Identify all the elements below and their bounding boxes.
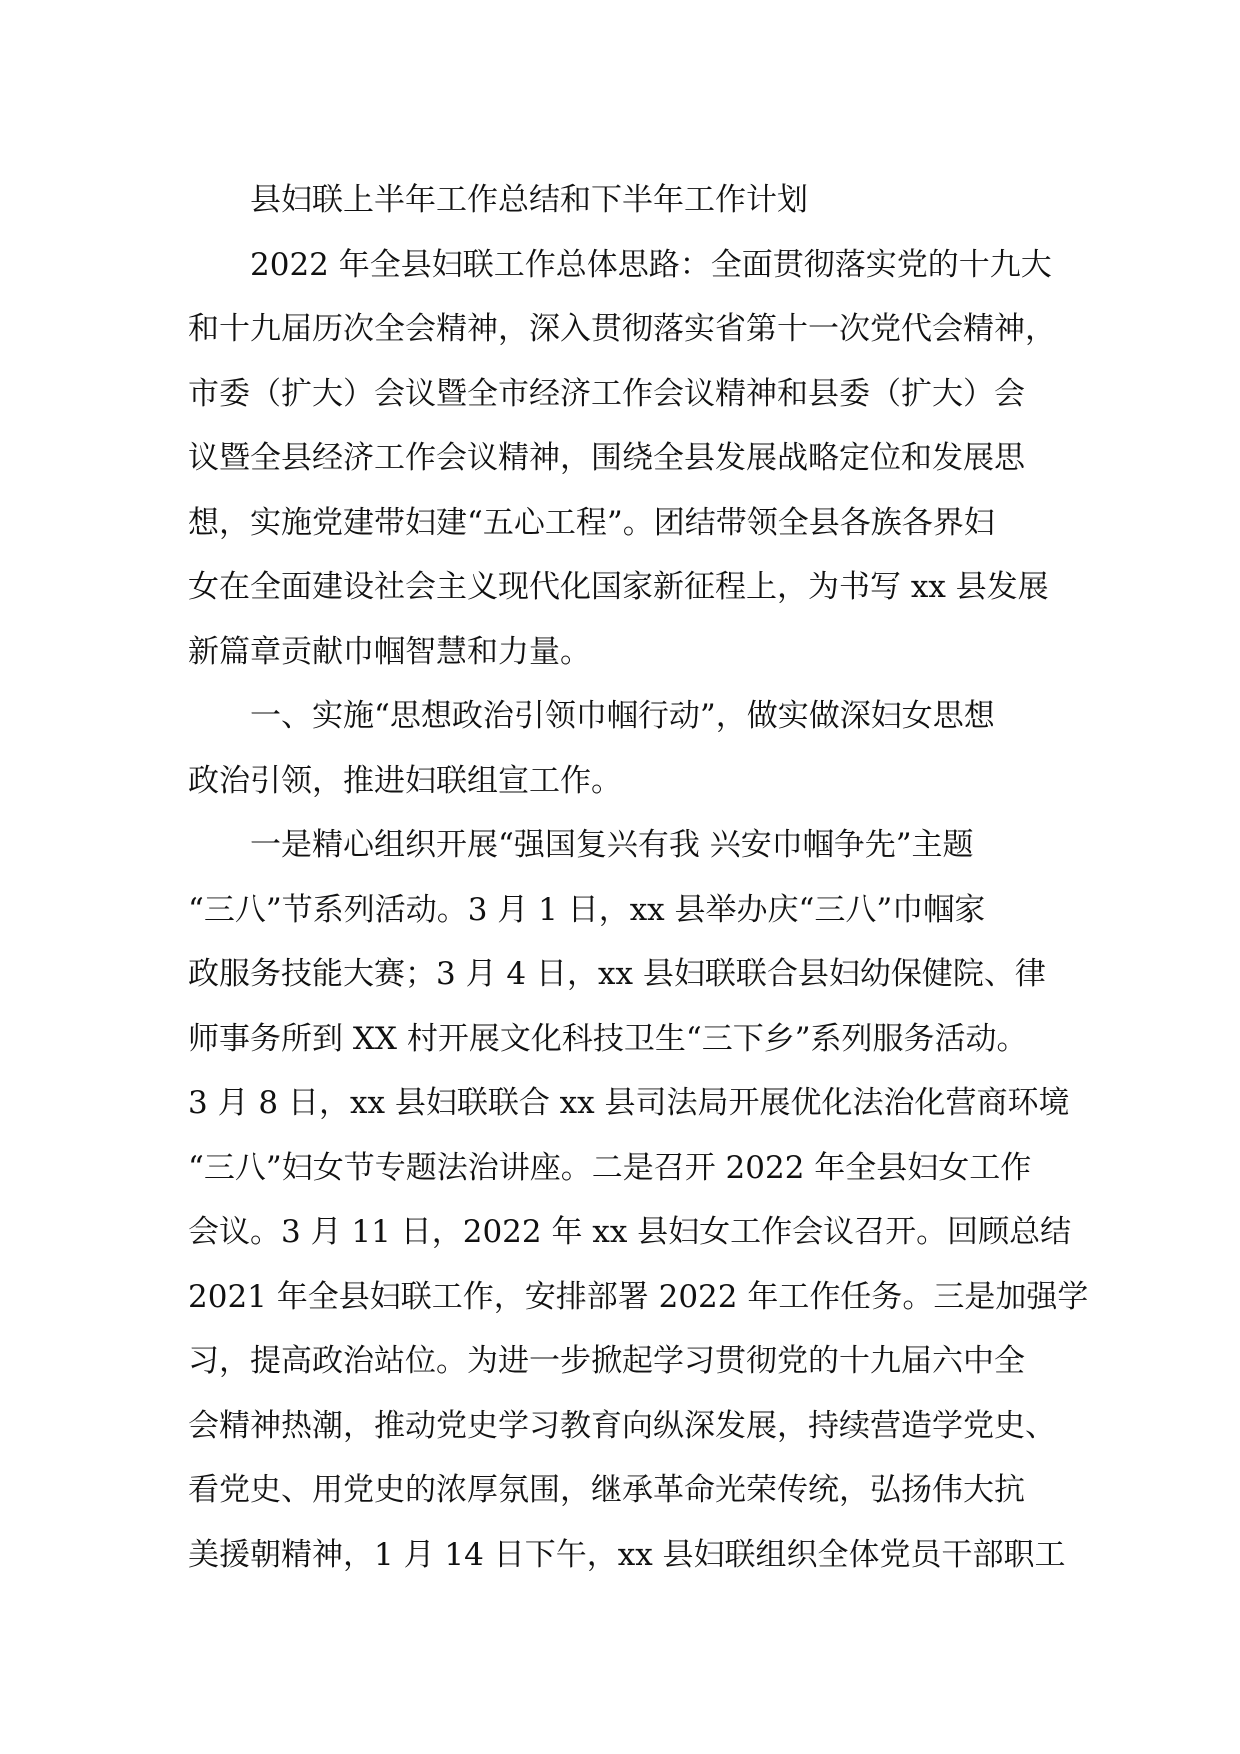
paragraph-line: “三八”妇女节专题法治讲座。二是召开 2022 年全县妇女工作 <box>188 1149 1032 1186</box>
section-heading-line: 一、实施“思想政治引领巾帼行动”，做实做深妇女思想 <box>250 698 995 734</box>
paragraph-line: 新篇章贡献巾帼智慧和力量。 <box>188 633 591 670</box>
paragraph-line: 看党史、用党史的浓厚氛围，继承革命光荣传统，弘扬伟大抗 <box>188 1472 1025 1508</box>
paragraph-line: 市委（扩大）会议暨全市经济工作会议精神和县委（扩大）会 <box>188 375 1025 412</box>
paragraph-line: 一是精心组织开展“强国复兴有我 兴安巾帼争先”主题 <box>250 827 974 863</box>
paragraph-line: 会精神热潮，推动党史学习教育向纵深发展，持续营造学党史、 <box>188 1407 1056 1444</box>
section-heading-one <box>188 684 1088 813</box>
paragraph-line: 美援朝精神，1 月 14 日下午，xx 县妇联组织全体党员干部职工 <box>188 1536 1066 1573</box>
paragraph-line: 习，提高政治站位。为进一步掀起学习贯彻党的十九届六中全 <box>188 1343 1025 1379</box>
paragraph-line: 2022 年全县妇联工作总体思路：全面贯彻落实党的十九大 <box>250 246 1052 283</box>
paragraph-line: 政服务技能大赛；3 月 4 日，xx 县妇联联合县妇幼保健院、律 <box>188 956 1046 992</box>
section-heading-line: 政治引领，推进妇联组宣工作。 <box>188 762 622 799</box>
paragraph-line: 师事务所到 XX 村开展文化科技卫生“三下乡”系列服务活动。 <box>188 1020 1028 1057</box>
paragraph-line: “三八”节系列活动。3 月 1 日，xx 县举办庆“三八”巾帼家 <box>188 891 986 928</box>
document-body <box>188 168 1088 1587</box>
paragraph-line: 议暨全县经济工作会议精神，围绕全县发展战略定位和发展思 <box>188 440 1025 476</box>
paragraph-line: 和十九届历次全会精神，深入贯彻落实省第十一次党代会精神， <box>188 311 1056 347</box>
document-title: 县妇联上半年工作总结和下半年工作计划 <box>250 182 808 218</box>
paragraph-line: 会议。3 月 11 日，2022 年 xx 县妇女工作会议召开。回顾总结 <box>188 1214 1072 1250</box>
paragraph-line: 2021 年全县妇联工作，安排部署 2022 年工作任务。三是加强学 <box>188 1278 1089 1315</box>
paragraph-line: 想，实施党建带妇建“五心工程”。团结带领全县各族各界妇 <box>188 504 995 541</box>
paragraph-line: 3 月 8 日，xx 县妇联联合 xx 县司法局开展优化法治化营商环境 <box>188 1085 1070 1121</box>
paragraph-line: 女在全面建设社会主义现代化国家新征程上，为书写 xx 县发展 <box>188 569 1049 605</box>
paragraph-overall-approach <box>188 233 1088 685</box>
paragraph-activities <box>188 813 1088 1587</box>
